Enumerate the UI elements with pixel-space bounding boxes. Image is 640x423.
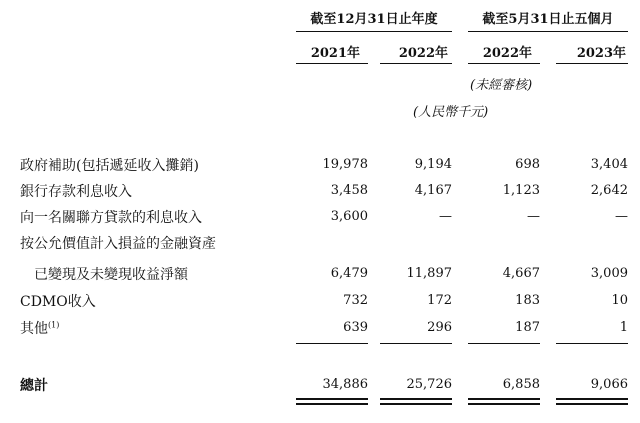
period-rule-2 xyxy=(468,31,628,32)
cell: — xyxy=(527,209,540,224)
total-label: 總計 xyxy=(20,378,48,394)
period-header-five-months: 截至5月31日止五個月 xyxy=(482,12,614,27)
total-cell: 34,886 xyxy=(322,377,368,392)
cell: 3,458 xyxy=(330,183,368,198)
cell: 183 xyxy=(515,293,540,308)
cell: 1,123 xyxy=(502,183,540,198)
row-label-bank-interest: 銀行存款利息收入 xyxy=(20,184,132,200)
cell: 2,642 xyxy=(590,183,628,198)
cell: 172 xyxy=(427,293,452,308)
total-rule-b-4 xyxy=(556,403,628,405)
col-rule-1 xyxy=(296,63,368,64)
row-label-fvtpl-assets: 按公允價值計入損益的金融資產 xyxy=(20,236,216,252)
cell: 639 xyxy=(343,320,368,335)
col-rule-2 xyxy=(380,63,452,64)
total-rule-b-1 xyxy=(296,403,368,405)
total-rule-b-2 xyxy=(380,403,452,405)
total-rule-a-3 xyxy=(468,398,540,400)
cell: 3,600 xyxy=(330,209,368,224)
period-header-year: 截至12月31日止年度 xyxy=(310,12,438,27)
unaudited-note: (未經審核) xyxy=(470,78,533,93)
row-label-cdmo-revenue: CDMO收入 xyxy=(20,294,96,310)
subtotal-rule-4 xyxy=(556,343,628,344)
col-header-2022-5m: 2022年 xyxy=(482,46,532,61)
total-rule-a-1 xyxy=(296,398,368,400)
col-rule-4 xyxy=(556,63,628,64)
row-label-others xyxy=(20,318,59,338)
row-label-related-party-loan: 向一名關聯方貸款的利息收入 xyxy=(20,210,202,226)
cell: — xyxy=(615,209,628,224)
others-text: 其他 xyxy=(20,321,48,337)
total-rule-a-2 xyxy=(380,398,452,400)
total-rule-b-3 xyxy=(468,403,540,405)
cell: 3,404 xyxy=(590,157,628,172)
cell: 19,978 xyxy=(322,157,368,172)
total-cell: 25,726 xyxy=(406,377,452,392)
subtotal-rule-3 xyxy=(468,343,540,344)
subtotal-rule-1 xyxy=(296,343,368,344)
total-cell: 6,858 xyxy=(502,377,540,392)
col-rule-3 xyxy=(468,63,540,64)
cell: 6,479 xyxy=(330,266,368,281)
cell: 732 xyxy=(343,293,368,308)
cell: 1 xyxy=(619,320,628,335)
col-header-2021: 2021年 xyxy=(310,46,360,61)
cell: 698 xyxy=(515,157,540,172)
cell: 9,194 xyxy=(414,157,452,172)
col-header-2023-5m: 2023年 xyxy=(576,46,626,61)
cell: 187 xyxy=(515,320,540,335)
cell: 3,009 xyxy=(590,266,628,281)
subtotal-rule-2 xyxy=(380,343,452,344)
row-label-realized-unrealized-gains: 已變現及未變現收益淨額 xyxy=(34,267,188,283)
footnote-marker: (1) xyxy=(48,320,60,330)
col-header-2022: 2022年 xyxy=(398,46,448,61)
cell: — xyxy=(439,209,452,224)
cell: 296 xyxy=(427,320,452,335)
total-rule-a-4 xyxy=(556,398,628,400)
cell: 4,167 xyxy=(414,183,452,198)
cell: 4,667 xyxy=(502,266,540,281)
cell: 10 xyxy=(611,293,628,308)
unit-note: (人民幣千元) xyxy=(413,105,489,120)
row-label-government-grants: 政府補助(包括遞延收入攤銷) xyxy=(20,158,199,174)
cell: 11,897 xyxy=(406,266,452,281)
total-cell: 9,066 xyxy=(590,377,628,392)
period-rule-1 xyxy=(296,31,452,32)
